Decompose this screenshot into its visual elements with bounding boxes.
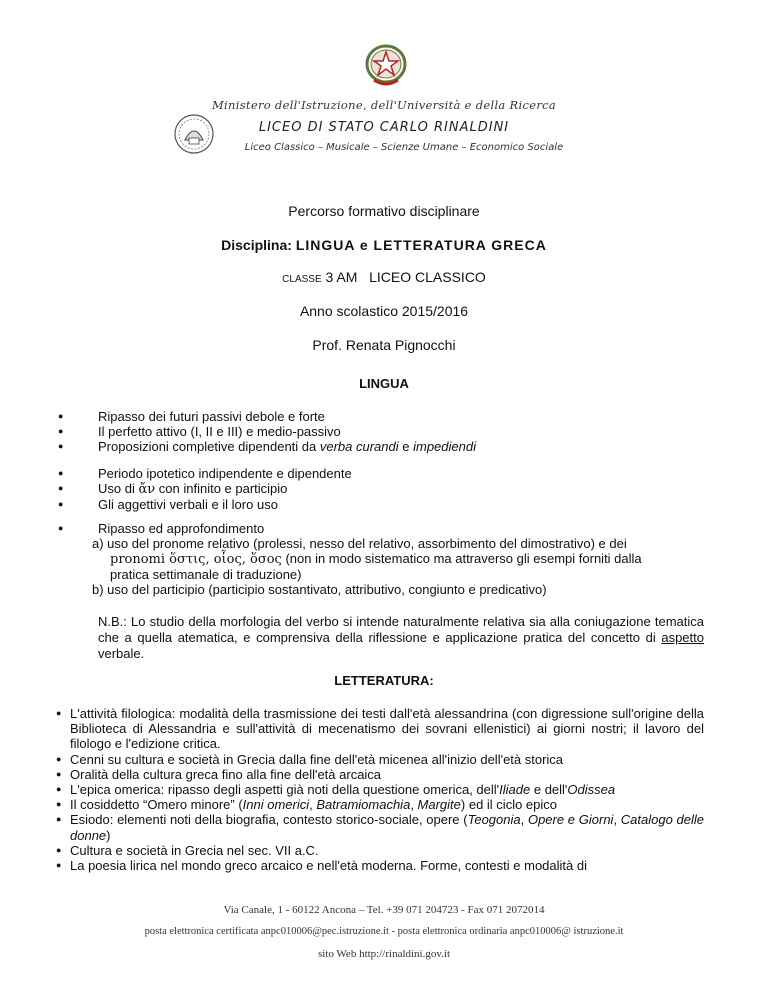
footer-emails: posta elettronica certificata anpc010006@pec.istruzione.it - posta elettronica ordinaria anpc010006@ istruzione.it: [144, 926, 624, 937]
text: e: [398, 439, 414, 454]
text: Uso di: [98, 481, 139, 496]
discipline-label: Disciplina:: [221, 237, 292, 253]
text: ): [106, 827, 111, 843]
text: Proposizioni completive dipendenti da: [98, 439, 320, 454]
list-item: ● Cenni su cultura e società in Grecia dalla fine dell'età micenea all'inizio dell'età storica: [56, 752, 704, 767]
lingua-heading: LINGUA: [359, 376, 409, 391]
list-item: ● Ripasso dei futuri passivi debole e forte: [58, 409, 704, 424]
list-item: [56, 812, 704, 842]
lingua-group-2: [58, 466, 704, 512]
text-italic: impediendi: [413, 439, 476, 454]
school-name: LICEO DI STATO CARLO RINALDINI: [258, 120, 510, 135]
class-track: LICEO CLASSICO: [369, 269, 486, 285]
text-italic: Batramiomachia: [316, 797, 411, 813]
text: ,: [309, 797, 317, 813]
lingua-group-1: [58, 409, 704, 454]
sub-item-a: a) uso del pronome relativo (prolessi, nesso del relativo, assorbimento del dimostrativo) e dei: [92, 536, 627, 551]
text: ) ed il ciclo epico: [460, 797, 558, 813]
school-branches: Liceo Classico – Musicale – Scienze Umane – Economico Sociale: [244, 142, 564, 153]
greek-text: pronomi ὅστις, οἷος, ὅσος: [110, 552, 282, 567]
list-item: [56, 797, 704, 812]
text: e dell': [530, 782, 568, 798]
footer-website: sito Web http://rinaldini.gov.it: [317, 948, 451, 960]
list-item: [56, 782, 704, 797]
text: Esiodo: elementi noti della biografia, contesto storico-sociale, opere (: [70, 812, 468, 828]
list-item: ● Cultura e società in Grecia nel sec. VII a.C.: [56, 843, 704, 858]
lingua-group-3: [58, 521, 704, 597]
list-item: [58, 481, 704, 497]
school-year: Anno scolastico 2015/2016: [299, 303, 469, 319]
list-item: ● Oralità della cultura greca fino alla fine dell'età arcaica: [56, 767, 704, 782]
sub-item-a-cont: pratica settimanale di traduzione): [110, 567, 302, 582]
list-item: ● L'attività filologica: modalità della trasmissione dei testi dall'età alessandrina (con digressione sull'origine della Biblioteca di Alessandria e sull'attività di mecenatismo dei sovrani ellenistici) ai giorni nostri; il lavoro del filologo e l'edizione critica.: [56, 706, 704, 752]
teacher-name: Prof. Renata Pignocchi: [312, 337, 456, 353]
text-italic: Odissea: [567, 782, 616, 798]
footer-address: Via Canale, 1 - 60122 Ancona – Tel. +39 071 204723 - Fax 071 2072014: [223, 904, 545, 916]
ministry-name: Ministero dell'Istruzione, dell'Università e della Ricerca: [211, 98, 557, 112]
letteratura-list: [56, 706, 704, 873]
discipline-title: [0, 237, 768, 253]
text: ,: [520, 812, 528, 828]
morphology-note: [98, 614, 704, 662]
text-italic: Opere e Giorni: [527, 812, 614, 828]
list-item: [58, 439, 704, 454]
greek-text: ἄν: [138, 482, 156, 497]
text-underlined: aspetto: [661, 630, 704, 645]
list-item: ● La poesia lirica nel mondo greco arcaico e nell'età moderna. Forme, contesti e modalità di: [56, 858, 704, 873]
sub-item-a-cont: [58, 551, 704, 567]
class-value: 3 AM: [325, 269, 358, 285]
class-prefix: CLASSE: [282, 274, 322, 285]
text-italic: Margite: [417, 797, 461, 813]
text-italic: verba curandi: [319, 439, 399, 454]
text-italic: Inni omerici: [242, 797, 310, 813]
course-title: Percorso formativo disciplinare: [288, 203, 480, 219]
text: ,: [410, 797, 418, 813]
text: Il cosiddetto “Omero minore” (: [70, 797, 243, 813]
sub-item-b: b) uso del participio (participio sostantivato, attributivo, congiunto e predicativo): [92, 582, 547, 597]
text: (non in modo sistematico ma attraverso gli esempi forniti dalla: [281, 551, 642, 566]
list-item: ● Il perfetto attivo (I, II e III) e medio-passivo: [58, 424, 704, 439]
text-italic: Teogonia: [467, 812, 521, 828]
text: L'epica omerica: ripasso degli aspetti già noti della questione omerica, dell': [70, 782, 500, 798]
text: con infinito e participio: [155, 481, 288, 496]
list-item: ● Periodo ipotetico indipendente e dipendente: [58, 466, 704, 481]
text: verbale.: [98, 646, 145, 661]
letteratura-heading: LETTERATURA:: [334, 673, 434, 688]
list-item: ● Ripasso ed approfondimento: [58, 521, 704, 536]
class-line: [0, 269, 768, 285]
italian-republic-emblem: [364, 42, 408, 88]
text-italic: Iliade: [499, 782, 531, 798]
discipline-name: LINGUA e LETTERATURA GRECA: [295, 237, 547, 253]
list-item: ● Gli aggettivi verbali e il loro uso: [58, 497, 704, 512]
text-italic: Catalogo delle donne: [70, 812, 705, 843]
text: N.B.: Lo studio della morfologia del verbo si intende naturalmente relativa sia alla coniugazione tematica che a quella atematica, e comprensiva della riflessione e applicazione pratica del concetto di: [98, 614, 704, 645]
text: ,: [613, 812, 621, 828]
